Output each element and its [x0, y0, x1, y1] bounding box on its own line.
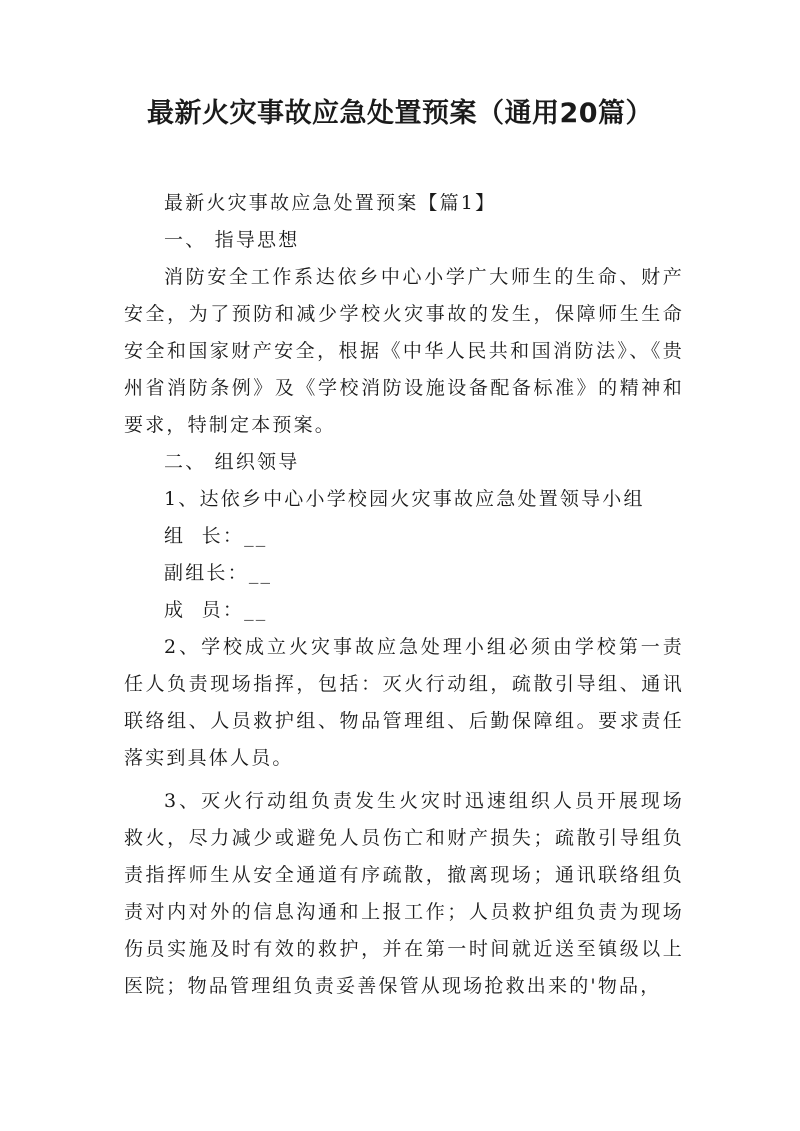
heading-organization: 二、 组织领导 [164, 451, 300, 473]
role-deputy-label: 副组长： [164, 562, 249, 584]
section-title: 最新火灾事故应急处置预案【篇1】 [164, 192, 497, 214]
paragraph-response-team: 2、学校成立火灾事故应急处理小组必须由学校第一责任人负责现场指挥，包括：灭火行动组，疏散引导组、通讯联络组、人员救护组、物品管理组、后勤保障组。要求责任落实到具体人员。 [124, 636, 684, 769]
role-leader-label: 组 长： [164, 525, 245, 547]
paragraph-purpose: 消防安全工作系达依乡中心小学广大师生的生命、财产安全，为了预防和减少学校火灾事故的发生，保障师生生命安全和国家财产安全，根据《中华人民共和国消防法》、《贵州省消防条例》及《学校消防设施设备配备标准》的精神和要求，特制定本预案。 [124, 266, 684, 436]
role-leader-blank: __ [244, 525, 268, 547]
document-title: 最新火灾事故应急处置预案（通用20篇） [146, 98, 654, 129]
role-leader [124, 518, 684, 555]
paragraph-team-duties: 3、灭火行动组负责发生火灾时迅速组织人员开展现场救火，尽力减少或避免人员伤亡和财产损失；疏散引导组负责指挥师生从安全通道有序疏散，撤离现场；通讯联络组负责对内对外的信息沟通和上报工作；人员救护组负责为现场伤员实施及时有效的救护，并在第一时间就近送至镇级以上医院；物品管理组负责妥善保管从现场抢救出来的'物品， [124, 790, 684, 997]
role-members [124, 592, 684, 629]
role-deputy-blank: __ [248, 562, 273, 584]
heading-guiding-ideology: 一、 指导思想 [164, 229, 300, 251]
role-members-blank: __ [244, 599, 268, 621]
item-leadership-group: 1、达依乡中心小学校园火灾事故应急处置领导小组 [164, 488, 645, 510]
role-members-label: 成 员： [164, 599, 245, 621]
role-deputy [124, 555, 684, 592]
document-body [124, 185, 684, 1005]
